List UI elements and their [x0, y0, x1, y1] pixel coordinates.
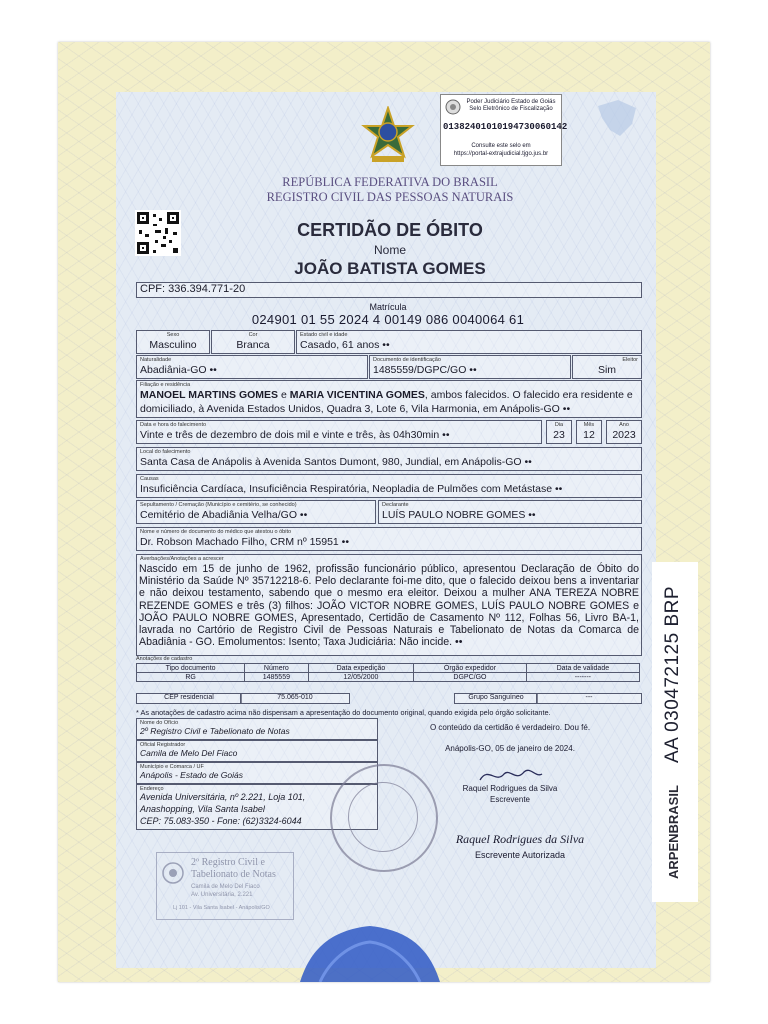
color-value: Branca [236, 339, 270, 351]
republic-heading: REPÚBLICA FEDERATIVA DO BRASIL [282, 175, 498, 189]
certificate-title: CERTIDÃO DE ÓBITO [297, 220, 483, 240]
burial-label: Sepultamento / Cremação (Município e cemitério, se conhecido) [140, 502, 297, 508]
court-emblem-icon [445, 99, 461, 115]
table-header: Órgão expedidor [414, 664, 526, 673]
signature-stamp-role: Escrevente Autorizada [474, 850, 566, 860]
year-label: Ano [619, 422, 629, 428]
seal-line2: Selo Eletrônico de Fiscalização [469, 106, 553, 112]
municipality-value: Anápolis - Estado de Goiás [140, 770, 244, 780]
address-line2: Anashopping, Vila Santa Isabel [140, 804, 265, 814]
name-label: Nome [373, 243, 406, 257]
office-name-field [136, 718, 378, 740]
father-name: MANOEL MARTINS GOMES [140, 389, 279, 401]
seal-url: https://portal-extrajudicial.tjgo.jus.br [453, 151, 549, 157]
registration-notes-label: Anotações de cadastro [136, 656, 193, 662]
month-field [576, 420, 602, 444]
day-field [546, 420, 572, 444]
blood-type-label-cell [454, 693, 538, 704]
table-header-row [137, 664, 640, 673]
burial-field [136, 500, 376, 524]
table-cell: RG [137, 673, 245, 682]
voter-label: Eleitor [622, 357, 638, 363]
notary-round-stamp [330, 764, 438, 872]
declarant-field [378, 500, 642, 524]
causes-field [136, 474, 642, 498]
seal-line3: Consulte este selo em [471, 143, 531, 149]
birthplace-value: Abadiânia-GO •• [140, 364, 217, 376]
death-place-field [136, 447, 642, 471]
cep-value: 75.065-010 [277, 694, 313, 701]
signer-role: Escrevente [489, 795, 531, 804]
office-name-value: 2º Registro Civil e Tabelionato de Notas [140, 726, 290, 736]
cpf-value: CPF: 336.394.771-20 [140, 283, 246, 295]
blood-type-value: --- [585, 694, 593, 701]
parentage-field [136, 380, 642, 418]
month-label: Mês [583, 422, 595, 428]
parentage-line1-rest: , ambos falecidos. O falecido era residente e [424, 389, 633, 401]
declarant-value: LUÍS PAULO NOBRE GOMES •• [382, 509, 536, 521]
matricula-label: Matrícula [369, 302, 407, 312]
municipality-label: Município e Comarca / UF [140, 764, 204, 770]
deceased-name: JOÃO BATISTA GOMES [294, 259, 486, 278]
sex-label: Sexo [166, 332, 180, 338]
registrar-value: Camila de Melo Del Fiaco [140, 748, 238, 758]
brazil-map-watermark-icon [592, 96, 642, 140]
physician-value: Dr. Robson Machado Filho, CRM nº 15951 •• [140, 536, 350, 548]
seal-code: 01382401010194730060142 [443, 122, 568, 132]
day-value: 23 [553, 429, 565, 441]
office-name-label: Nome do Ofício [140, 720, 179, 726]
marital-status-label: Estado civil e idade [300, 332, 348, 338]
table-cell: ------- [526, 673, 639, 682]
death-place-value: Santa Casa de Anápolis à Avenida Santos Dumont, 980, Jundial, em Anápolis-GO •• [140, 456, 532, 468]
cep-value-cell [240, 693, 350, 704]
blood-type-label: Grupo Sanguíneo [468, 694, 524, 701]
marital-status-field [296, 330, 642, 354]
registrar-label: Oficial Registrador [140, 742, 186, 748]
color-label: Cor [248, 332, 258, 338]
marital-status-value: Casado, 61 anos •• [300, 339, 390, 351]
stamp-line1: 2º Registro Civil e [191, 857, 265, 868]
birthplace-field [136, 355, 368, 379]
parentage-label: Filiação e residência [140, 382, 191, 388]
stamp-line2: Tabelionato de Notas [191, 869, 276, 880]
registration-table [136, 663, 640, 682]
arpen-brand: ARPENBRASIL [666, 785, 681, 879]
security-wave-watermark-icon [300, 920, 440, 982]
day-label: Dia [554, 422, 564, 428]
id-document-label: Documento de identificação [373, 357, 441, 363]
annotations-text: Nascido em 15 de junho de 1962, profissão funcionário público, apresentou Declaração de Óbito do Ministério da Saúde Nº 35712218-6. Pelo declarante foi-me dito, que o falecido deixou bens a inventariar e não deixou testamento, sabendo que o mesmo era eleitor. Deixou a mulher ANA TEREZA NOBRE REZENDE GOMES e três (3) filhos: JOÃO VICTOR NOBRE GOMES, LUÍS PAULO NOBRE GOMES e JOÃO PAULO NOBRE GOMES, Apresentado, Certidão de Casamento Nº 112, Folhas 56, Livro BA-1, lavrada no Cartório de Registro Civil de Pessoas Naturais e Tabelionato de Notas da Comarca de Abadiânia - GO. Emolumentos: Isento; Taxa Judiciária: Não incide. •• [139, 563, 639, 649]
mother-name: MARIA VICENTINA GOMES [289, 389, 425, 401]
table-header: Data de validade [526, 664, 639, 673]
causes-value: Insuficiência Cardíaca, Insuficiência Respiratória, Neopladia de Pulmões com Metástase •• [140, 483, 563, 495]
month-value: 12 [583, 429, 595, 441]
table-cell: DGPC/GO [414, 673, 526, 682]
annotations-label: Averbações/Anotações a acrescer [140, 556, 224, 562]
death-place-label: Local do falecimento [140, 449, 191, 455]
cep-label-cell [136, 693, 242, 704]
voter-value: Sim [597, 364, 617, 376]
burial-value: Cemitério de Abadiânia Velha/GO •• [140, 509, 308, 521]
blood-type-value-cell [536, 693, 642, 704]
year-value: 2023 [612, 429, 636, 441]
seal-line1: Poder Judiciário Estado de Goiás [466, 99, 556, 105]
stamp-line5: Lj 101 - Vila Santa Isabel - Anápolis/GO [173, 905, 270, 911]
stamp-line3: Camila de Melo Del Fiaco [191, 884, 260, 890]
color-field [211, 330, 295, 354]
parentage-conjunction: e [278, 389, 290, 401]
address-line1: Avenida Universitária, nº 2.221, Loja 101, [140, 792, 306, 802]
causes-label: Causas [140, 476, 159, 482]
death-date-value: Vinte e três de dezembro de dois mil e vinte e três, às 04h30min •• [140, 429, 450, 441]
address-label: Endereço [140, 786, 164, 792]
id-document-value: 1485559/DGPC/GO •• [373, 364, 477, 376]
coat-of-arms-icon [360, 106, 416, 166]
qr-code-icon[interactable] [135, 210, 181, 256]
notary-rect-stamp [156, 852, 294, 920]
address-line3: CEP: 75.083-350 - Fone: (62)3324-6044 [140, 816, 302, 826]
electronic-seal [440, 94, 568, 166]
sex-field [136, 330, 210, 354]
physician-field [136, 527, 642, 551]
death-date-label: Data e hora do falecimento [140, 422, 207, 428]
table-cell: 12/05/2000 [308, 673, 414, 682]
voter-field [572, 355, 642, 379]
signer-name: Raquel Rodrigues da Silva [462, 784, 558, 793]
municipality-field [136, 762, 378, 784]
physician-label: Nome e número de documento do médico que atestou o óbito [140, 529, 292, 535]
parentage-line1 [140, 389, 633, 401]
sex-value: Masculino [149, 339, 197, 351]
stamp-emblem-icon [161, 861, 185, 885]
issue-date-line: Anápolis-GO, 05 de janeiro de 2024. [445, 744, 575, 753]
table-header: Tipo documento [137, 664, 245, 673]
signature-stamp-name: Raquel Rodrigues da Silva [455, 832, 585, 846]
year-field [606, 420, 642, 444]
cpf-field [136, 282, 642, 298]
declarant-label: Declarante [382, 502, 409, 508]
death-date-field [136, 420, 542, 444]
stamp-line4: Av. Universitária, 2.221 [191, 892, 253, 898]
registry-heading: REGISTRO CIVIL DAS PESSOAS NATURAIS [266, 190, 514, 204]
table-cell: 1485559 [245, 673, 309, 682]
table-row [137, 673, 640, 682]
serial-number: AA 030472125 BRP [662, 585, 683, 763]
table-header: Data expedição [308, 664, 414, 673]
registrar-field [136, 740, 378, 762]
matricula-value: 024901 01 55 2024 4 00149 086 0040064 61 [251, 312, 525, 327]
birthplace-label: Naturalidade [140, 357, 172, 363]
table-header: Número [245, 664, 309, 673]
side-serial-block [660, 578, 690, 888]
cep-label: CEP residencial [164, 694, 214, 701]
attestation-line: O conteúdo da certidão é verdadeiro. Dou fé. [429, 723, 591, 732]
residence-line: domiciliado, à Avenida Estados Unidos, Quadra 3, Lote 6, Vila Harmonia, em Anápolis-GO •• [140, 403, 571, 415]
registration-note: * As anotações de cadastro acima não dispensam a apresentação do documento original, quando exigida pelo órgão solicitante. [136, 708, 551, 717]
id-document-field [369, 355, 571, 379]
